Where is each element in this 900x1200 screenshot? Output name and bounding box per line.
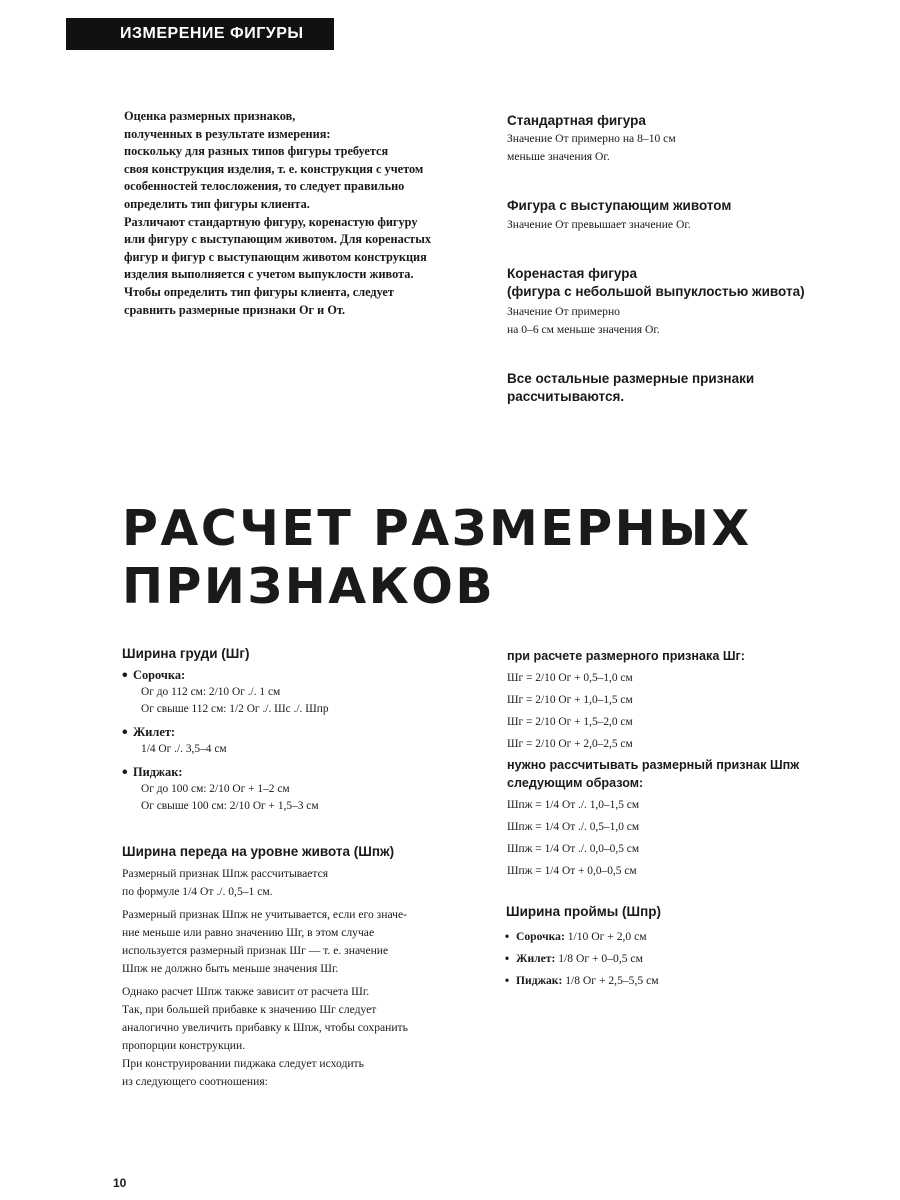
text-line: Размерный признак Шпж рассчитывается xyxy=(122,867,329,880)
item-label: • Пиджак: xyxy=(133,765,183,779)
front-width-section xyxy=(122,843,408,1091)
figure-type-desc: Значение От превышает значение Ог. xyxy=(507,218,691,231)
figure-type-title: (фигура с небольшой выпуклостью живота) xyxy=(507,284,805,299)
item-value: 1/8 Ог + 2,5–5,5 см xyxy=(562,974,659,987)
item-value: 1/8 Ог + 0–0,5 см xyxy=(555,952,643,965)
item-label: Пиджак: xyxy=(516,974,563,987)
formula-line: Шг = 2/10 Ог + 1,0–1,5 см xyxy=(507,694,633,706)
item-value: 1/10 Ог + 2,0 см xyxy=(564,930,647,943)
figure-type-belly xyxy=(507,197,731,234)
item-line: Ог до 112 см: 2/10 Ог ./. 1 см xyxy=(141,686,281,698)
text-line: Чтобы определить тип фигуры клиента, следует xyxy=(124,284,394,299)
item-label: Сорочка: xyxy=(516,930,565,943)
text-line: сравнить размерные признаки Ог и От. xyxy=(124,302,346,317)
text-line: Размерный признак Шпж не учитывается, если его значе- xyxy=(122,908,407,921)
calc-mid-line: нужно рассчитывать размерный признак Шпж xyxy=(507,758,800,772)
text-line: используется размерный признак Шг — т. е. значение xyxy=(122,944,389,957)
front-width-para-3 xyxy=(122,983,408,1091)
text-line: из следующего соотношения: xyxy=(122,1075,268,1088)
page-number: 10 xyxy=(113,1176,127,1190)
section-title: Ширина проймы (Шпр) xyxy=(506,904,661,919)
list-item xyxy=(516,970,661,992)
list-item xyxy=(133,667,329,718)
item-label: • Жилет: xyxy=(133,725,176,739)
intro-paragraph xyxy=(124,108,431,319)
text-line: Однако расчет Шпж также зависит от расчета Шг. xyxy=(122,985,370,998)
text-line: по формуле 1/4 От ./. 0,5–1 см. xyxy=(122,885,273,898)
figure-type-standard xyxy=(507,112,676,166)
item-label: Жилет: xyxy=(516,952,556,965)
text-line: изделия выполняется с учетом выпуклости живота. xyxy=(124,267,414,282)
page-title xyxy=(122,500,752,616)
item-line: Ог до 100 см: 2/10 Ог + 1–2 см xyxy=(141,783,290,795)
remaining-note xyxy=(507,370,754,406)
figure-type-desc: меньше значения Ог. xyxy=(507,150,610,163)
figure-type-title: Стандартная фигура xyxy=(507,113,646,128)
formula-line: Шпж = 1/4 От ./. 1,0–1,5 см xyxy=(507,799,640,811)
text-line: пропорции конструкции. xyxy=(122,1039,246,1052)
figure-type-desc: на 0–6 см меньше значения Ог. xyxy=(507,323,660,336)
shg-formulas xyxy=(507,667,799,755)
text-line: Различают стандартную фигуру, коренастую фигуру xyxy=(124,214,418,229)
figure-type-title: Коренастая фигура xyxy=(507,266,637,281)
chest-width-section xyxy=(122,645,329,815)
text-line: или фигуру с выступающим животом. Для коренастых xyxy=(124,232,431,247)
calc-intro: при расчете размерного признака Шг: xyxy=(507,649,745,663)
calc-section xyxy=(507,647,799,882)
title-line: РАСЧЕТ РАЗМЕРНЫХ xyxy=(122,500,752,557)
formula-line: Шпж = 1/4 От ./. 0,5–1,0 см xyxy=(507,821,640,833)
formula-line: Шпж = 1/4 От + 0,0–0,5 см xyxy=(507,865,637,877)
text-line: Так, при большей прибавке к значению Шг следует xyxy=(122,1003,377,1016)
formula-line: Шг = 2/10 Ог + 0,5–1,0 см xyxy=(507,672,633,684)
figure-type-desc: Значение От примерно на 8–10 см xyxy=(507,132,676,145)
section-title: Ширина переда на уровне живота (Шпж) xyxy=(122,844,395,859)
note-line: Все остальные размерные признаки xyxy=(507,371,755,386)
figure-type-desc: Значение От примерно xyxy=(507,305,620,318)
formula-line: Шг = 2/10 Ог + 2,0–2,5 см xyxy=(507,738,633,750)
shpzh-formulas xyxy=(507,794,799,882)
section-header-label: ИЗМЕРЕНИЕ ФИГУРЫ xyxy=(120,25,304,42)
text-line: При конструировании пиджака следует исходить xyxy=(122,1057,364,1070)
list-item xyxy=(516,926,661,948)
list-item xyxy=(516,948,661,970)
section-header xyxy=(66,18,334,50)
front-width-para-1 xyxy=(122,865,408,901)
list-item xyxy=(133,764,329,815)
text-line: поскольку для разных типов фигуры требуется xyxy=(124,144,389,159)
text-line: полученных в результате измерения: xyxy=(124,126,331,141)
calc-mid-line: следующим образом: xyxy=(507,776,644,790)
text-line: ние меньше или равно значению Шг, в этом случае xyxy=(122,926,375,939)
front-width-para-2 xyxy=(122,906,408,978)
text-line: определить тип фигуры клиента. xyxy=(124,196,310,211)
text-line: аналогично увеличить прибавку к Шпж, чтобы сохранить xyxy=(122,1021,408,1034)
item-line: Ог свыше 112 см: 1/2 Ог ./. Шс ./. Шпр xyxy=(141,703,329,715)
item-label: • Сорочка: xyxy=(133,668,186,682)
chest-width-list xyxy=(133,667,329,815)
item-line: 1/4 Ог ./. 3,5–4 см xyxy=(141,743,227,755)
section-title: Ширина груди (Шг) xyxy=(122,646,250,661)
text-line: Оценка размерных признаков, xyxy=(124,109,296,123)
text-line: фигур и фигур с выступающим животом конструкция xyxy=(124,249,427,264)
figure-type-stocky xyxy=(507,265,805,339)
text-line: Шпж не должно быть меньше значения Шг. xyxy=(122,962,339,975)
text-line: своя конструкция изделия, т. е. конструкция с учетом xyxy=(124,161,424,176)
list-item xyxy=(133,724,329,758)
note-line: рассчитываются. xyxy=(507,389,625,404)
formula-line: Шпж = 1/4 От ./. 0,0–0,5 см xyxy=(507,843,640,855)
text-line: особенностей телосложения, то следует правильно xyxy=(124,179,405,194)
title-line: ПРИЗНАКОВ xyxy=(122,558,496,615)
item-line: Ог свыше 100 см: 2/10 Ог + 1,5–3 см xyxy=(141,800,319,812)
armhole-width-section xyxy=(506,903,661,992)
armhole-width-list xyxy=(516,926,661,992)
formula-line: Шг = 2/10 Ог + 1,5–2,0 см xyxy=(507,716,633,728)
figure-type-title: Фигура с выступающим животом xyxy=(507,198,732,213)
